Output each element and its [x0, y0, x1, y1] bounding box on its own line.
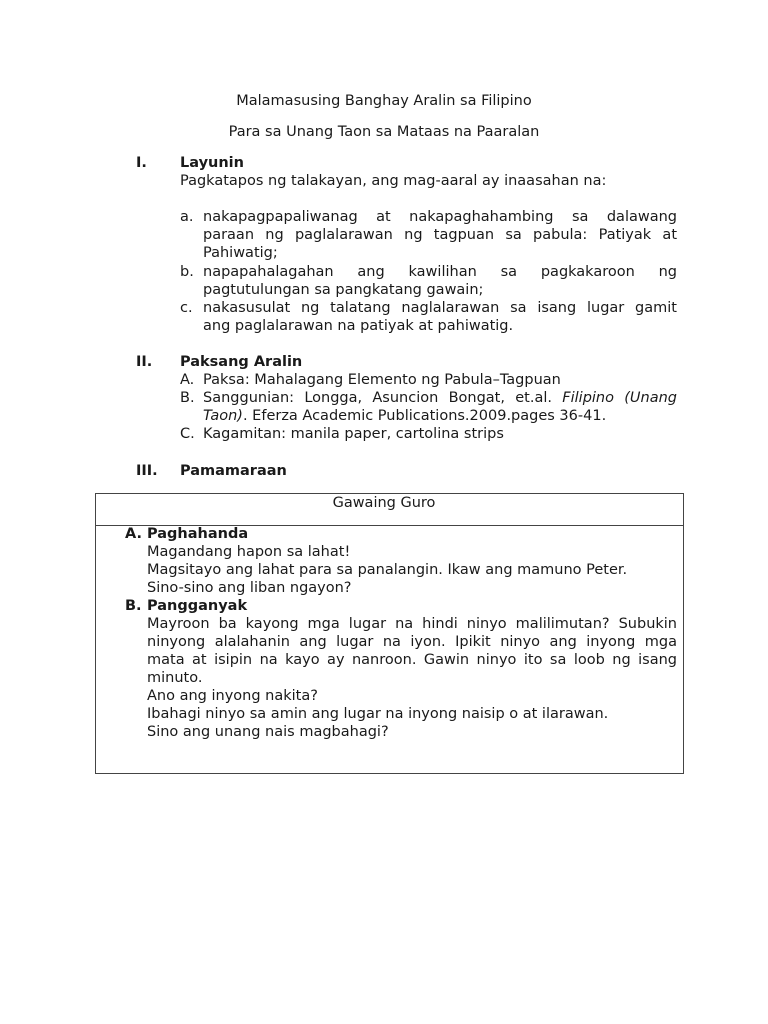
objective-a-line-3: Pahiwatig; [203, 245, 278, 261]
section-heading-pamamaraan: Pamamaraan [180, 463, 287, 479]
paksa-item-a: Paksa: Mahalagang Elemento ng Pabula–Tagpuan [203, 372, 561, 388]
paksa-marker-a: A. [180, 372, 195, 388]
table-header-gawaing-guro: Gawaing Guro [332, 495, 436, 511]
part-heading-pangganyak: Pangganyak [147, 598, 248, 614]
section-number-2: II. [136, 354, 153, 370]
book-title-part-1: Filipino (Unang [562, 390, 677, 406]
part-heading-paghahanda: Paghahanda [147, 526, 249, 542]
sanggunian-text: Sanggunian: Longga, Asuncion Bongat, et.al. [203, 390, 552, 406]
paghahanda-line-3: Sino-sino ang liban ngayon? [147, 580, 352, 596]
section-heading-paksang-aralin: Paksang Aralin [180, 354, 303, 370]
paksa-item-c: Kagamitan: manila paper, cartolina strips [203, 426, 504, 442]
paksa-marker-b: B. [180, 390, 195, 406]
section-heading-layunin: Layunin [180, 155, 244, 171]
paghahanda-line-2: Magsitayo ang lahat para sa panalangin. Ikaw ang mamuno Peter. [147, 562, 628, 578]
pangganyak-line-2: ninyong alalahanin ang lugar na iyon. Ipikit ninyo ang inyong mga [147, 634, 677, 650]
pangganyak-line-6: Ibahagi ninyo sa amin ang lugar na inyong naisip o at ilarawan. [147, 706, 609, 722]
part-marker-a: A. [125, 526, 142, 542]
paksa-item-b-line-1 [203, 390, 677, 406]
section-number-3: III. [136, 463, 158, 479]
pangganyak-line-7: Sino ang unang nais magbahagi? [147, 724, 389, 740]
paksa-item-b-line-2 [203, 408, 606, 424]
book-title-part-2: Taon) [203, 408, 243, 424]
document-title: Malamasusing Banghay Aralin sa Filipino [236, 93, 532, 109]
pangganyak-line-4: minuto. [147, 670, 203, 686]
paksa-marker-c: C. [180, 426, 195, 442]
objective-c-line-2: ang paglalarawan na patiyak at pahiwatig. [203, 318, 514, 334]
objective-b-line-1: napapahalagahan ang kawilihan sa pagkakaroon ng [203, 264, 677, 280]
objective-a-line-2: paraan ng paglalarawan ng tagpuan sa pabula: Patiyak at [203, 227, 677, 243]
pangganyak-line-5: Ano ang inyong nakita? [147, 688, 318, 704]
section-number-1: I. [136, 155, 147, 171]
pangganyak-line-3: mata at isipin na kayo ay nanroon. Gawin ninyo ito sa loob ng isang [147, 652, 677, 668]
objective-marker-a: a. [180, 209, 194, 225]
part-marker-b: B. [125, 598, 142, 614]
objective-marker-c: c. [180, 300, 193, 316]
objective-a-line-1: nakapagpapaliwanag at nakapaghahambing sa dalawang [203, 209, 677, 225]
layunin-intro: Pagkatapos ng talakayan, ang mag-aaral ay inaasahan na: [180, 173, 607, 189]
objective-b-line-2: pagtutulungan sa pangkatang gawain; [203, 282, 484, 298]
publisher-text: . Eferza Academic Publications.2009.pages 36-41. [242, 408, 607, 424]
pangganyak-line-1: Mayroon ba kayong mga lugar na hindi ninyo malilimutan? Subukin [147, 616, 677, 632]
paghahanda-line-1: Magandang hapon sa lahat! [147, 544, 351, 560]
objective-c-line-1: nakasusulat ng talatang naglalarawan sa isang lugar gamit [203, 300, 677, 316]
document-subtitle: Para sa Unang Taon sa Mataas na Paaralan [228, 124, 540, 140]
objective-marker-b: b. [180, 264, 194, 280]
